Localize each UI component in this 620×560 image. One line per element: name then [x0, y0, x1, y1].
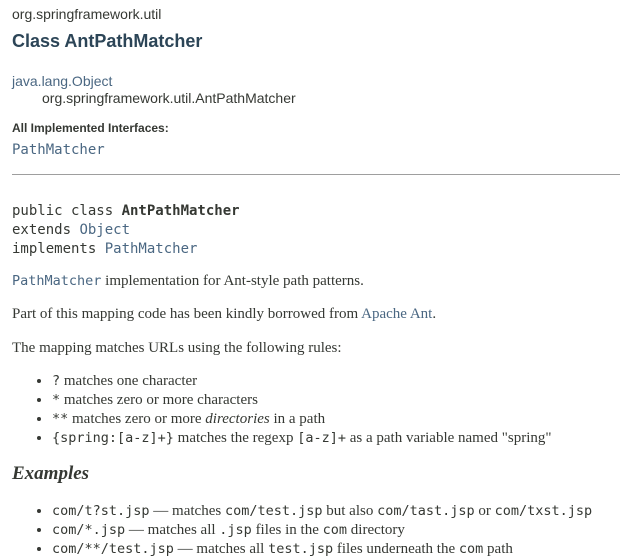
inheritance-root-link[interactable]: java.lang.Object: [12, 73, 113, 89]
signature-class-name: AntPathMatcher: [121, 203, 240, 219]
implemented-interfaces-heading: All Implemented Interfaces:: [12, 121, 169, 135]
signature-line-implements: [12, 241, 197, 257]
apache-ant-link[interactable]: Apache Ant: [361, 306, 433, 322]
example-text: files in the: [251, 522, 323, 538]
example-match-code: com: [458, 541, 484, 557]
example-match-code: com/tast.jsp: [377, 503, 475, 519]
example-text: — matches all: [173, 541, 269, 557]
description-pathmatcher-link[interactable]: PathMatcher: [12, 273, 102, 289]
list-item: [52, 410, 552, 429]
signature-extends-keyword: extends: [12, 222, 80, 238]
example-text: but also: [322, 503, 378, 519]
list-item: [52, 540, 592, 559]
example-text: files underneath the: [333, 541, 459, 557]
list-item: [52, 502, 592, 521]
description-paragraph: [12, 273, 364, 290]
signature-line-extends: [12, 222, 130, 238]
example-match-code: test.jsp: [268, 541, 334, 557]
example-text: — matches: [149, 503, 225, 519]
rule-regexp-code: [a-z]+: [297, 430, 346, 446]
example-pattern-code: com/*.jsp: [52, 522, 126, 538]
rule-text: matches one character: [60, 373, 198, 389]
description-text: implementation for Ant-style path patterns.: [101, 273, 364, 289]
list-item: [52, 429, 552, 448]
list-item: [52, 391, 552, 410]
example-match-code: com/test.jsp: [224, 503, 323, 519]
rule-emphasis: directories: [205, 411, 270, 427]
example-match-code: .jsp: [219, 522, 252, 538]
example-match-code: com: [322, 522, 348, 538]
borrowed-text: Part of this mapping code has been kindly borrowed from: [12, 306, 362, 322]
signature-pathmatcher-link[interactable]: PathMatcher: [104, 241, 198, 257]
signature-modifier: public class: [12, 203, 122, 219]
signature-object-link[interactable]: Object: [79, 222, 131, 238]
rule-text-after: as a path variable named "spring": [345, 430, 552, 446]
list-item: [52, 372, 552, 391]
examples-list: [36, 502, 592, 559]
implemented-interface-link[interactable]: PathMatcher: [12, 142, 105, 158]
example-pattern-code: com/**/test.jsp: [52, 541, 174, 557]
rule-pattern-code: {spring:[a-z]+}: [52, 430, 174, 446]
rule-text-after: in a path: [269, 411, 326, 427]
package-name: org.springframework.util: [12, 6, 162, 22]
rule-pattern-code: ?: [52, 373, 61, 389]
example-text: directory: [347, 522, 405, 538]
borrowed-paragraph: [12, 306, 436, 323]
list-item: [52, 521, 592, 540]
signature-line-declaration: [12, 203, 240, 219]
example-pattern-code: com/t?st.jsp: [52, 503, 150, 519]
example-match-code: com/txst.jsp: [494, 503, 593, 519]
rules-intro-paragraph: The mapping matches URLs using the following rules:: [12, 340, 342, 356]
examples-heading: Examples: [12, 463, 90, 484]
signature-implements-keyword: implements: [12, 241, 105, 257]
example-text: or: [474, 503, 495, 519]
rules-list: [36, 372, 552, 448]
rule-text: matches the regexp: [173, 430, 298, 446]
example-text: — matches all: [125, 522, 220, 538]
rule-pattern-code: *: [52, 392, 61, 408]
inheritance-child: org.springframework.util.AntPathMatcher: [42, 90, 296, 106]
example-text: path: [483, 541, 513, 557]
section-divider: [12, 174, 620, 175]
rule-pattern-code: **: [52, 411, 69, 427]
borrowed-period: .: [432, 306, 437, 322]
page-title: Class AntPathMatcher: [12, 31, 203, 51]
rule-text: matches zero or more: [68, 411, 206, 427]
rule-text: matches zero or more characters: [60, 392, 258, 408]
